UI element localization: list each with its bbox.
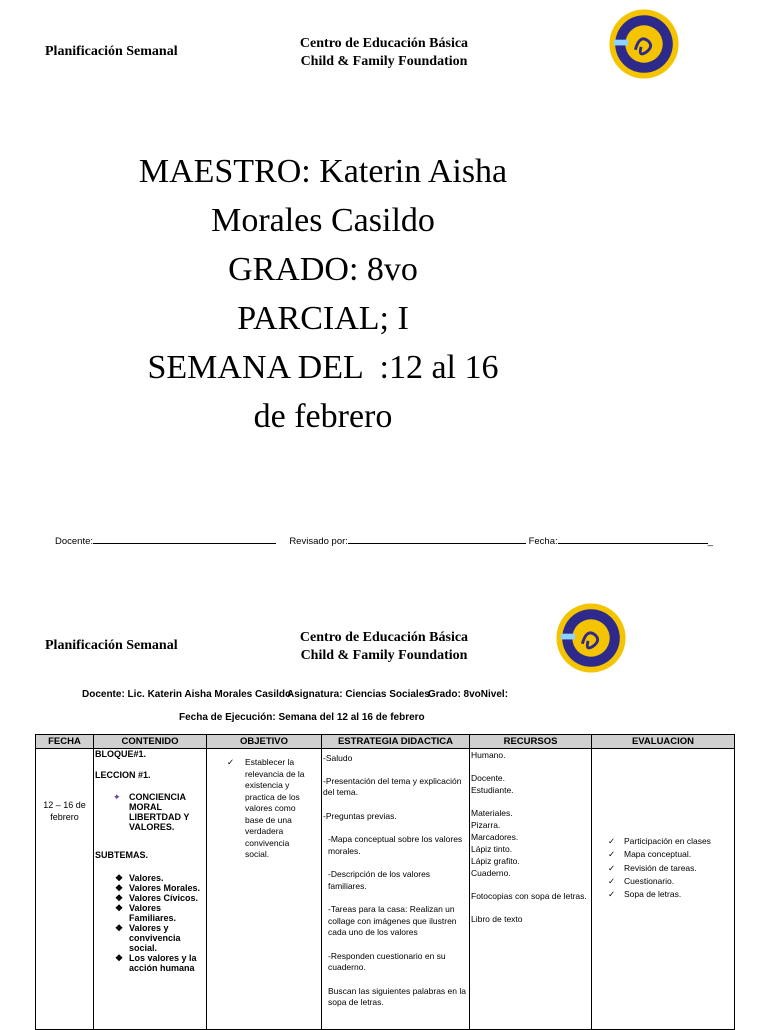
list-item: ❖ Valores. bbox=[115, 873, 164, 883]
fecha-label: Fecha: bbox=[528, 536, 558, 547]
list-item: ❖ Los valores y la acción humana bbox=[115, 953, 197, 973]
list-item: -Saludo bbox=[323, 753, 353, 763]
school-logo-2-icon bbox=[555, 602, 627, 674]
fecha-signature-line bbox=[558, 535, 708, 544]
list-item: Lápiz tinto. bbox=[471, 844, 513, 854]
cover-line-maestro: MAESTRO: Katerin Aisha bbox=[138, 153, 508, 190]
header-center-line1: Centro de Educación Básica bbox=[299, 36, 469, 51]
list-item: Cuaderno. bbox=[471, 868, 511, 878]
recursos-libro: Libro de texto bbox=[471, 914, 523, 924]
header-contenido: CONTENIDO bbox=[94, 735, 207, 749]
docente-signature-line bbox=[93, 535, 276, 544]
cover-block bbox=[93, 147, 553, 441]
estrategia-list bbox=[322, 749, 469, 1029]
list-item: -Responden cuestionario en su cuaderno. bbox=[328, 950, 446, 972]
docente-label: Docente: bbox=[55, 536, 94, 547]
signature-row bbox=[55, 535, 713, 547]
objetivo-text: Establecer la relevancia de la existencia y practica de los valores como base de una verdadera convivencia social. bbox=[245, 757, 305, 859]
check-icon: ✓ bbox=[608, 836, 616, 846]
objetivo-item bbox=[207, 749, 321, 861]
list-item: ✓ Sopa de letras. bbox=[608, 888, 734, 901]
list-item: -Descripción de los valores familiares. bbox=[328, 869, 431, 891]
diamond-bullet-icon: ❖ bbox=[115, 873, 124, 883]
list-item: Docente. bbox=[471, 773, 506, 783]
list-item: ✓ Revisión de tareas. bbox=[608, 862, 734, 875]
check-icon: ✓ bbox=[608, 862, 616, 873]
header2-left-title: Planificación Semanal bbox=[45, 638, 178, 653]
arrow-bullet-icon: ✦ bbox=[113, 792, 121, 802]
check-icon: ✓ bbox=[608, 849, 616, 860]
planning-table bbox=[35, 734, 735, 1030]
check-icon: ✓ bbox=[608, 875, 616, 886]
cell-contenido bbox=[94, 749, 207, 1030]
cover-line-semana: SEMANA DEL :12 al 16 bbox=[147, 349, 499, 386]
list-item: ❖ Valores Cívicos. bbox=[115, 893, 199, 903]
cell-evaluacion bbox=[592, 749, 735, 1030]
diamond-bullet-icon: ❖ bbox=[115, 903, 124, 913]
list-item: -Tareas para la casa: Realizan un collage con imágenes que ilustren cada uno de los valores bbox=[328, 904, 457, 937]
cell-estrategia bbox=[322, 749, 470, 1030]
list-item: ❖ Valores y convivencia social. bbox=[115, 923, 181, 953]
list-item: Buscan las siguientes palabras en la sopa de letras. bbox=[328, 985, 466, 1007]
diamond-bullet-icon: ❖ bbox=[115, 893, 124, 903]
recursos-fotocopias: Fotocopias con sopa de letras. bbox=[471, 891, 587, 901]
cover-line-grado: GRADO: 8vo bbox=[228, 251, 418, 288]
info-docente: Docente: Lic. Katerin Aisha Morales Casildo bbox=[82, 689, 292, 700]
school-logo-icon bbox=[608, 8, 680, 80]
recursos-humano: Humano. bbox=[471, 750, 506, 760]
contenido-subtemas-label: SUBTEMAS. bbox=[95, 850, 149, 860]
contenido-leccion: LECCION #1. bbox=[95, 770, 151, 780]
header2-center-title bbox=[270, 629, 498, 665]
header-center-title bbox=[270, 35, 498, 71]
fecha-value: 12 – 16 de febrero bbox=[43, 800, 86, 822]
contenido-tema: CONCIENCIA MORAL LIBERTDAD Y VALORES. bbox=[129, 792, 190, 832]
list-item: -Mapa conceptual sobre los valores morales. bbox=[328, 834, 463, 856]
cell-objetivo bbox=[207, 749, 322, 1030]
list-item: ❖ Valores Familiares. bbox=[115, 903, 177, 923]
cover-line-nombre: Morales Casildo bbox=[211, 202, 435, 239]
list-item: ❖ Valores Morales. bbox=[115, 883, 201, 893]
list-item: ✓ Participación en clases bbox=[608, 835, 734, 848]
recursos-materiales: Materiales. bbox=[471, 808, 513, 818]
list-item: -Presentación del tema y explicación del tema. bbox=[323, 775, 462, 797]
list-item: Marcadores. bbox=[471, 832, 519, 842]
list-item: ✓ Mapa conceptual. bbox=[608, 848, 734, 861]
info-fecha-ejecucion: Fecha de Ejecución: Semana del 12 al 16 de febrero bbox=[179, 712, 425, 723]
diamond-bullet-icon: ❖ bbox=[115, 923, 124, 933]
recursos-list bbox=[470, 749, 591, 925]
table-row bbox=[36, 749, 735, 1030]
header-left-title: Planificación Semanal bbox=[45, 44, 178, 59]
header-center-line2: Child & Family Foundation bbox=[300, 54, 468, 69]
subtemas-list bbox=[95, 873, 205, 973]
check-icon: ✓ bbox=[227, 757, 235, 767]
revisado-signature-line bbox=[348, 535, 526, 544]
diamond-bullet-icon: ❖ bbox=[115, 883, 124, 893]
check-icon: ✓ bbox=[608, 889, 616, 900]
school-logo-2 bbox=[555, 602, 627, 679]
header-objetivo: OBJETIVO bbox=[207, 735, 322, 749]
list-item: Pizarra. bbox=[471, 820, 501, 830]
school-logo bbox=[608, 8, 680, 85]
cell-recursos bbox=[470, 749, 592, 1030]
cover-line-fecha: de febrero bbox=[253, 398, 393, 435]
table-header-row bbox=[36, 735, 735, 749]
header-recursos: RECURSOS bbox=[470, 735, 592, 749]
header2-center-line2: Child & Family Foundation bbox=[300, 648, 468, 663]
cell-fecha bbox=[36, 749, 94, 1030]
list-item: Lápiz grafito. bbox=[471, 856, 520, 866]
contenido-tema-item bbox=[95, 792, 205, 832]
revisado-label: Revisado por: bbox=[289, 536, 348, 547]
header-estrategia: ESTRATEGIA DIDACTICA bbox=[322, 735, 470, 749]
cover-line-parcial: PARCIAL; I bbox=[237, 300, 409, 337]
list-item: -Preguntas previas. bbox=[323, 810, 397, 821]
contenido-bloque: BLOQUE#1. bbox=[95, 749, 147, 759]
header2-center-line1: Centro de Educación Básica bbox=[299, 630, 469, 645]
list-item: ✓ Cuestionario. bbox=[608, 875, 734, 888]
list-item: Estudiante. bbox=[471, 785, 514, 795]
evaluacion-list bbox=[592, 749, 734, 901]
info-asignatura: Asignatura: Ciencias Sociales bbox=[287, 689, 430, 700]
info-grado: Grado: 8voNivel: bbox=[428, 689, 509, 700]
fecha-trail: _ bbox=[707, 536, 713, 547]
diamond-bullet-icon: ❖ bbox=[115, 953, 124, 963]
header-evaluacion: EVALUACION bbox=[592, 735, 735, 749]
header-fecha: FECHA bbox=[36, 735, 94, 749]
